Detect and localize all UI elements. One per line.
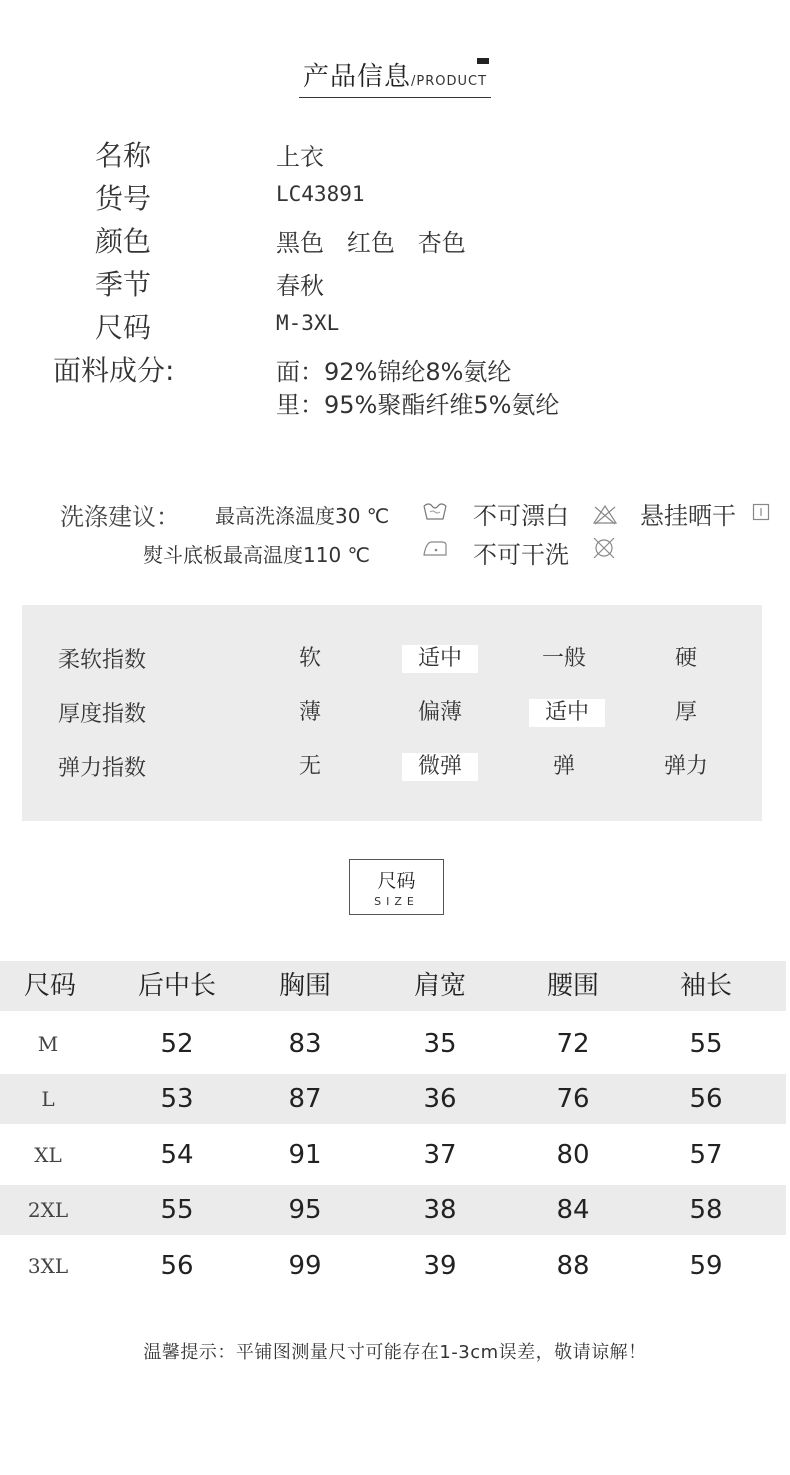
table-cell: 56 xyxy=(689,1084,723,1114)
no-bleach-text: 不可漂白 xyxy=(473,502,569,530)
wash-label: 洗涤建议： xyxy=(60,503,180,531)
table-header-cell: 后中长 xyxy=(137,971,216,1001)
fabric-index-panel xyxy=(22,605,762,821)
info-label-size: 尺码 xyxy=(95,311,152,344)
table-row xyxy=(0,1019,786,1069)
size-section-title xyxy=(349,859,444,915)
table-cell: 59 xyxy=(689,1251,723,1281)
index-option: 厚 xyxy=(674,700,697,725)
table-header-cell: 肩宽 xyxy=(413,971,466,1001)
table-header-cell: 胸围 xyxy=(278,971,331,1001)
table-cell: 84 xyxy=(556,1195,590,1225)
index-option-selected: 适中 xyxy=(529,699,605,727)
index-option: 软 xyxy=(298,646,321,671)
table-cell: 88 xyxy=(556,1251,590,1281)
info-label-name: 名称 xyxy=(95,139,152,172)
size-title-cn: 尺码 xyxy=(377,870,416,892)
table-cell-size: 2XL xyxy=(27,1198,69,1222)
info-label-season: 季节 xyxy=(95,268,152,301)
table-cell: 56 xyxy=(160,1251,194,1281)
measurement-tip: 温馨提示：平铺图测量尺寸可能存在1-3cm误差，敬请谅解！ xyxy=(143,1342,647,1363)
header-title xyxy=(299,56,491,98)
table-row xyxy=(0,1241,786,1291)
no-dry-clean-text: 不可干洗 xyxy=(473,541,569,569)
header-title-cn: 产品信息 xyxy=(302,62,411,92)
index-option: 无 xyxy=(298,754,321,779)
info-value-fabric-lining: 里：95%聚酯纤维5%氨纶 xyxy=(276,391,560,419)
table-cell-size: 3XL xyxy=(27,1254,69,1278)
index-option: 弹力 xyxy=(663,754,708,779)
header-title-en: /PRODUCT xyxy=(410,74,488,89)
table-cell: 55 xyxy=(689,1029,723,1059)
index-option: 弹 xyxy=(552,754,575,779)
table-cell-size: L xyxy=(41,1087,55,1111)
table-cell: 55 xyxy=(160,1195,194,1225)
info-value-sku: LC43891 xyxy=(276,182,365,206)
table-header-row xyxy=(0,961,786,1011)
wash-basin-icon xyxy=(422,500,448,522)
table-cell: 36 xyxy=(423,1084,457,1114)
hang-dry-text: 悬挂晒干 xyxy=(640,502,736,530)
info-label-sku: 货号 xyxy=(95,182,152,215)
index-option: 偏薄 xyxy=(417,700,462,725)
wash-temp-text: 最高洗涤温度30 ℃ xyxy=(215,504,390,528)
table-cell: 76 xyxy=(556,1084,590,1114)
info-value-size: M-3XL xyxy=(276,311,340,335)
table-cell: 54 xyxy=(160,1140,194,1170)
table-cell: 83 xyxy=(288,1029,322,1059)
info-value-fabric-outer: 面：92%锦纶8%氨纶 xyxy=(276,358,512,386)
index-option: 一般 xyxy=(541,646,586,671)
info-value-color: 黑色 红色 杏色 xyxy=(276,229,466,257)
index-option-selected: 适中 xyxy=(402,645,478,673)
table-cell: 80 xyxy=(556,1140,590,1170)
table-cell: 57 xyxy=(689,1140,723,1170)
table-row xyxy=(0,1074,786,1124)
hang-dry-icon xyxy=(752,503,770,521)
index-option: 硬 xyxy=(674,646,697,671)
no-dry-clean-icon xyxy=(592,536,616,560)
info-value-season: 春秋 xyxy=(276,272,324,300)
no-bleach-icon xyxy=(592,503,618,525)
index-option-selected: 微弹 xyxy=(402,753,478,781)
table-cell: 52 xyxy=(160,1029,194,1059)
table-cell: 37 xyxy=(423,1140,457,1170)
table-header-cell: 腰围 xyxy=(546,971,599,1001)
table-header-cell: 袖长 xyxy=(679,971,732,1001)
table-cell-size: M xyxy=(37,1032,59,1056)
product-info-header xyxy=(0,56,790,98)
table-cell: 95 xyxy=(288,1195,322,1225)
index-label-softness: 柔软指数 xyxy=(58,648,147,673)
index-label-elasticity: 弹力指数 xyxy=(58,756,147,781)
info-label-fabric: 面料成分: xyxy=(53,354,175,387)
table-cell-size: XL xyxy=(34,1143,62,1167)
iron-temp-text: 熨斗底板最高温度110 ℃ xyxy=(143,543,370,567)
table-cell: 35 xyxy=(423,1029,457,1059)
table-cell: 53 xyxy=(160,1084,194,1114)
size-title-en: SIZE xyxy=(374,895,419,908)
table-cell: 87 xyxy=(288,1084,322,1114)
index-label-thickness: 厚度指数 xyxy=(58,702,147,727)
table-cell: 38 xyxy=(423,1195,457,1225)
table-cell: 91 xyxy=(288,1140,322,1170)
table-row xyxy=(0,1185,786,1235)
index-option: 薄 xyxy=(298,700,321,725)
header-block-decoration xyxy=(477,58,489,64)
info-value-name: 上衣 xyxy=(276,143,324,171)
iron-icon xyxy=(422,537,448,559)
table-cell: 39 xyxy=(423,1251,457,1281)
table-cell: 99 xyxy=(288,1251,322,1281)
table-row xyxy=(0,1130,786,1180)
table-header-cell: 尺码 xyxy=(23,971,76,1001)
table-cell: 72 xyxy=(556,1029,590,1059)
info-label-color: 颜色 xyxy=(95,225,152,258)
table-cell: 58 xyxy=(689,1195,723,1225)
